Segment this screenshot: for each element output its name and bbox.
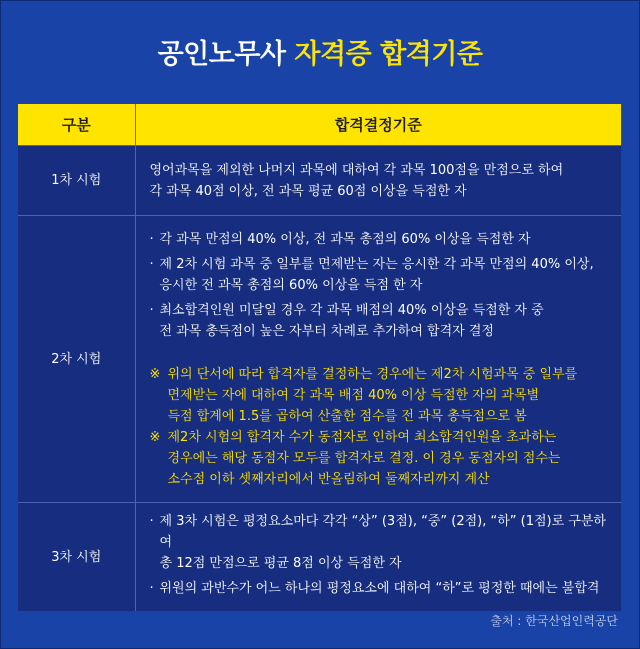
list-item [150,578,610,599]
table-row [18,216,621,503]
bullet-mark: · [149,514,154,529]
bullet-mark: · [149,302,154,318]
item-line: 각 과목 만점의 40% 이상, 전 과목 총점의 60% 이상을 득점한 자 [159,231,531,247]
table-row [18,146,621,216]
list-item [150,254,610,296]
bullet-mark: · [149,256,154,272]
title-main: 공인노무사 [157,39,286,70]
item-line: 응시한 전 과목 총점의 60% 이상을 득점 한 자 [159,277,423,293]
note-mark: ※ [149,429,161,445]
criteria-table [18,104,621,611]
list-item [150,300,610,342]
row-label: 1차 시험 [18,146,135,216]
list-item [150,511,610,574]
note-line: 소수점 이하 셋째자리에서 반올림하여 둘째자리까지 계산 [167,471,490,487]
header-category: 구분 [18,104,135,146]
content-line: 영어과목을 제외한 나머지 과목에 대하여 각 과목 100점을 만점으로 하여 [149,162,564,178]
row-label: 3차 시험 [18,503,135,612]
list-item [150,229,610,250]
item-line: 최소합격인원 미달일 경우 각 과목 배점의 40% 이상을 득점한 자 중 [159,302,544,318]
item-line: 전 과목 총득점이 높은 자부터 차례로 추가하여 합격자 결정 [159,323,494,339]
row-content [135,216,621,503]
item-line: 제 2차 시험 과목 중 일부를 면제받는 자는 응시한 각 과목 만점의 40% 이상, [159,256,594,272]
note-item [150,364,610,427]
item-line: 총 12점 만점으로 평균 8점 이상 득점한 자 [159,556,402,571]
note-line: 제2차 시험의 합격자 수가 동점자로 인하여 최소합격인원을 초과하는 [167,429,557,445]
page-title [0,32,640,71]
bullet-mark: · [149,231,154,247]
bullet-mark: · [149,581,154,596]
source-credit: 출처 : 한국산업인력공단 [490,614,618,628]
item-line: 제 3차 시험은 평정요소마다 각각 “상” (3점), “중” (2점), “하” (1점)로 구분하여 [159,514,606,550]
content-line: 각 과목 40점 이상, 전 과목 평균 60점 이상을 득점한 자 [149,183,467,199]
row-content [135,503,621,612]
note-line: 득점 합계에 1.5를 곱하여 산출한 점수를 전 과목 총득점으로 봄 [167,408,527,424]
table-row [18,503,621,612]
item-line: 위원의 과반수가 어느 하나의 평정요소에 대하여 “하”로 평정한 때에는 불합격 [159,581,600,596]
note-line: 위의 단서에 따라 합격자를 결정하는 경우에는 제2차 시험과목 중 일부를 [167,366,578,382]
spacer [150,346,610,364]
row-label: 2차 시험 [18,216,135,503]
table-header-row [18,104,621,146]
note-item [150,427,610,490]
note-line: 면제받는 자에 대하여 각 과목 배점 40% 이상 득점한 자의 과목별 [167,387,540,403]
row-content [135,146,621,216]
header-criteria: 합격결정기준 [135,104,621,146]
note-mark: ※ [149,366,161,382]
title-accent: 자격증 합격기준 [294,39,483,70]
note-line: 경우에는 해당 동점자 모두를 합격자로 결정. 이 경우 동점자의 점수는 [167,450,561,466]
